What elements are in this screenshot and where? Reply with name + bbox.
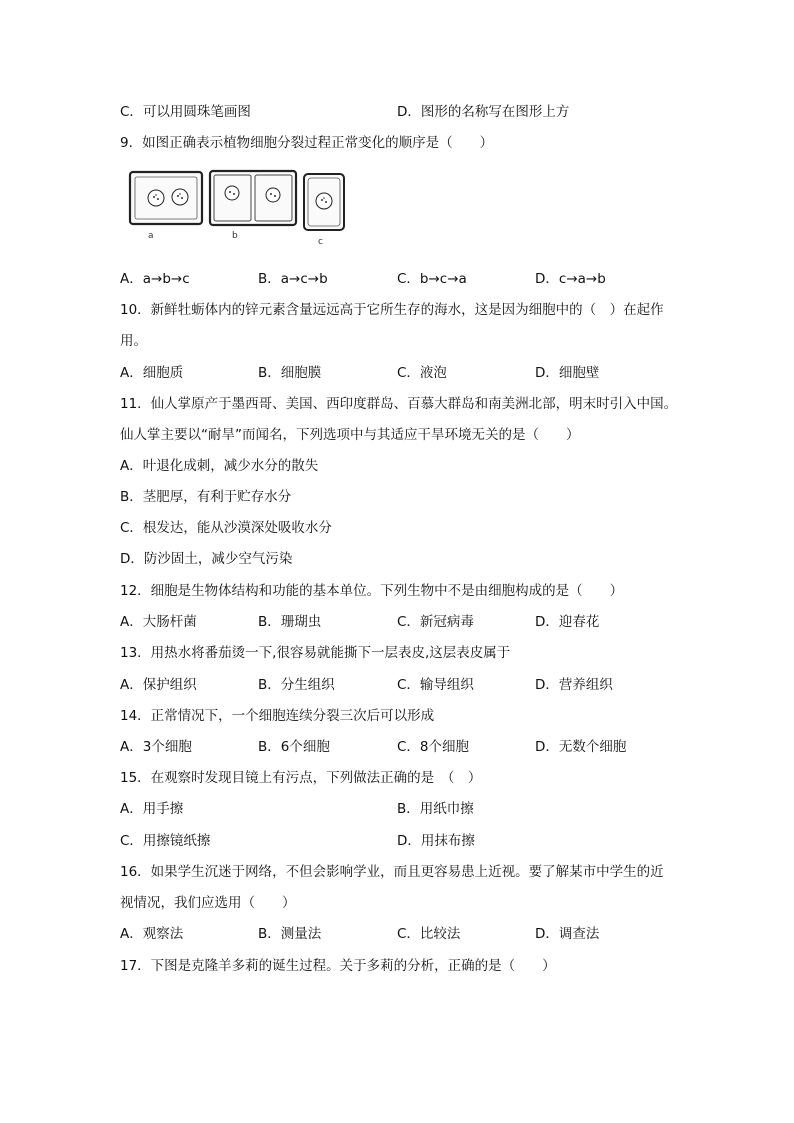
q16-option-b: B．测量法 <box>258 926 322 942</box>
q13-option-d: D．营养组织 <box>535 677 613 693</box>
q10-option-d: D．细胞壁 <box>535 365 600 381</box>
q11-option-b: B．茎肥厚，有利于贮存水分 <box>120 489 292 505</box>
q16-option-c: C．比较法 <box>397 926 461 942</box>
q12-option-d: D．迎春花 <box>535 614 600 630</box>
q10-stem-line1: 10．新鲜牡蛎体内的锌元素含量远远高于它所生存的海水，这是因为细胞中的（ ）在起作 <box>120 302 664 318</box>
q8-option-d: D．图形的名称写在图形上方 <box>397 104 570 120</box>
q16-option-a: A．观察法 <box>120 926 184 942</box>
q9-stem: 9．如图正确表示植物细胞分裂过程正常变化的顺序是（ ） <box>120 135 494 151</box>
figure-label-a: a <box>148 231 154 241</box>
q14-option-b: B．6个细胞 <box>258 739 330 755</box>
figure-label-c: c <box>318 237 323 247</box>
q13-option-b: B．分生组织 <box>258 677 335 693</box>
q16-option-d: D．调查法 <box>535 926 600 942</box>
q12-stem: 12．细胞是生物体结构和功能的基本单位。下列生物中不是由细胞构成的是（ ） <box>120 583 624 599</box>
q13-option-c: C．输导组织 <box>397 677 474 693</box>
q11-stem-line1: 11．仙人掌原产于墨西哥、美国、西印度群岛、百慕大群岛和南美洲北部，明末时引入中国。 <box>120 396 678 412</box>
q9-option-d: D．c→a→b <box>535 271 606 287</box>
q15-stem: 15．在观察时发现目镜上有污点，下列做法正确的是 （ ） <box>120 770 482 786</box>
q14-option-c: C．8个细胞 <box>397 739 470 755</box>
q9-option-b: B．a→c→b <box>258 271 328 287</box>
q14-option-a: A．3个细胞 <box>120 739 192 755</box>
q11-option-c: C．根发达，能从沙漠深处吸收水分 <box>120 520 332 536</box>
q15-option-a: A．用手擦 <box>120 801 184 817</box>
q12-option-a: A．大肠杆菌 <box>120 614 197 630</box>
q15-option-d: D．用抹布擦 <box>397 833 475 849</box>
q9-option-a: A．a→b→c <box>120 271 190 287</box>
cell-c <box>304 174 344 247</box>
q17-stem: 17．下图是克隆羊多莉的诞生过程。关于多莉的分析，正确的是（ ） <box>120 958 556 974</box>
q15-option-b: B．用纸巾擦 <box>397 801 474 817</box>
q15-option-c: C．用擦镜纸擦 <box>120 833 211 849</box>
q13-stem: 13．用热水将番茄烫一下,很容易就能撕下一层表皮,这层表皮属于 <box>120 645 511 661</box>
q14-option-d: D．无数个细胞 <box>535 739 627 755</box>
figure-label-b: b <box>232 231 238 241</box>
cell-b <box>210 171 296 241</box>
q10-option-a: A．细胞质 <box>120 365 184 381</box>
q10-option-b: B．细胞膜 <box>258 365 322 381</box>
q10-option-c: C．液泡 <box>397 365 447 381</box>
q11-stem-line2: 仙人掌主要以“耐旱”而闻名，下列选项中与其适应干旱环境无关的是（ ） <box>120 427 580 443</box>
q13-option-a: A．保护组织 <box>120 677 197 693</box>
q14-stem: 14．正常情况下，一个细胞连续分裂三次后可以形成 <box>120 708 435 724</box>
q8-option-c: C．可以用圆珠笔画图 <box>120 104 251 120</box>
q10-stem-line2: 用。 <box>120 333 147 349</box>
q16-stem-line1: 16．如果学生沉迷于网络，不但会影响学业，而且更容易患上近视。要了解某市中学生的近 <box>120 864 664 880</box>
q9-option-c: C．b→c→a <box>397 271 467 287</box>
q16-stem-line2: 视情况，我们应选用（ ） <box>120 895 296 911</box>
q12-option-c: C．新冠病毒 <box>397 614 474 630</box>
q11-option-a: A．叶退化成刺，减少水分的散失 <box>120 458 319 474</box>
cell-division-figure <box>128 168 358 248</box>
q12-option-b: B．珊瑚虫 <box>258 614 322 630</box>
cell-a <box>130 172 202 241</box>
q11-option-d: D．防沙固土，减少空气污染 <box>120 551 293 567</box>
